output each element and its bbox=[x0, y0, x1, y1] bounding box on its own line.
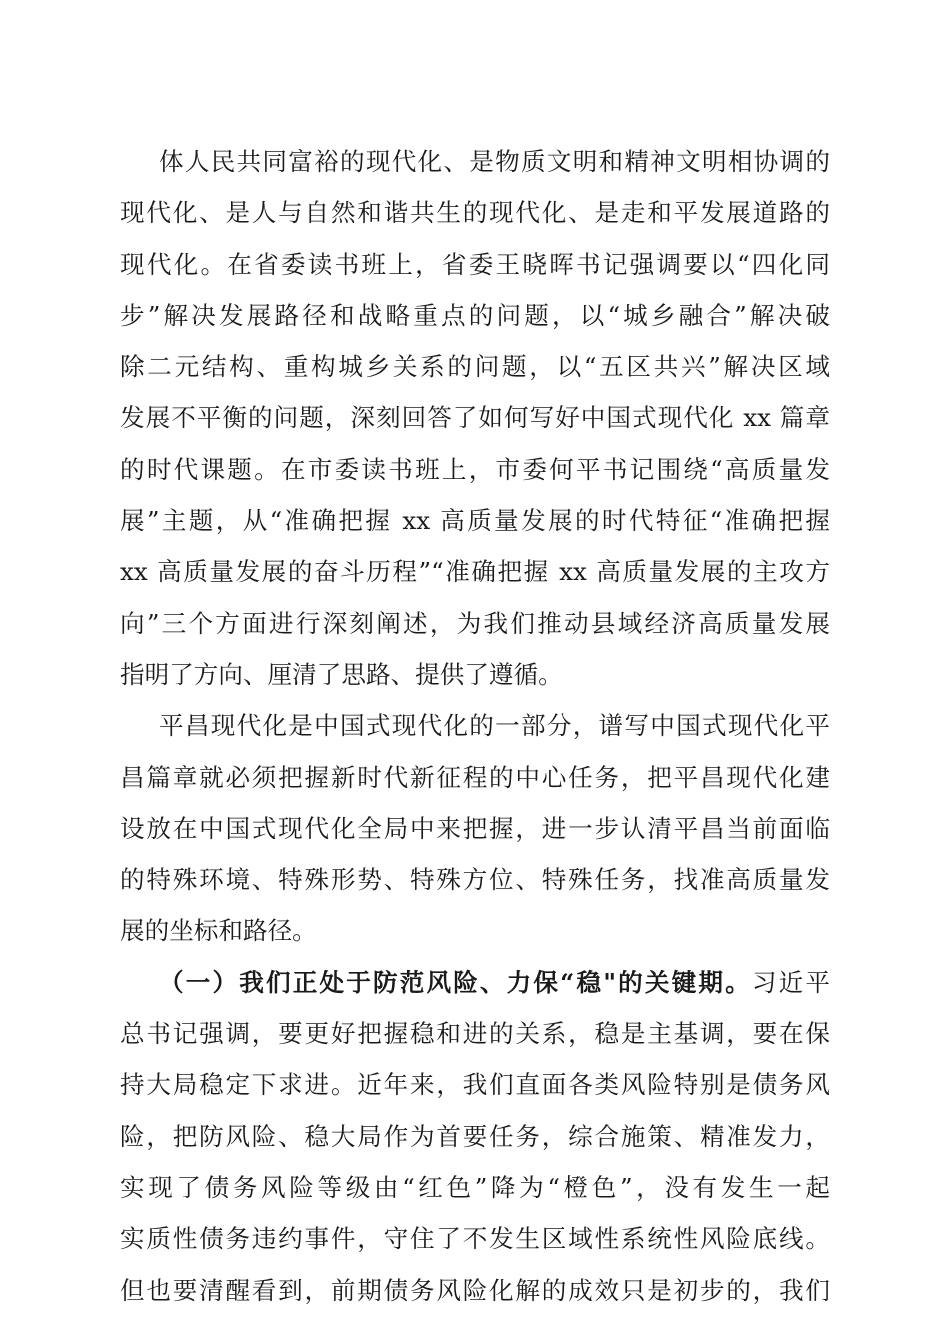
paragraph-1-line-10: 向”三个方面进行深刻阐述，为我们推动县域经济高质量发展 bbox=[120, 608, 830, 638]
paragraph-3-line-1-rest: 习近平 bbox=[751, 967, 830, 997]
body-text bbox=[120, 136, 830, 1316]
paragraph-1-line-8: 展”主题，从“准确把握 xx 高质量发展的时代特征“准确把握 bbox=[120, 506, 830, 536]
paragraph-1-line-5: 除二元结构、重构城乡关系的问题，以“五区共兴”解决区域 bbox=[120, 352, 830, 382]
paragraph-1-line-3: 现代化。在省委读书班上，省委王晓晖书记强调要以“四化同 bbox=[120, 249, 830, 279]
paragraph-1-line-6: 发展不平衡的问题，深刻回答了如何写好中国式现代化 xx 篇章 bbox=[120, 403, 830, 433]
paragraph-1-line-7: 的时代课题。在市委读书班上，市委何平书记围绕“高质量发 bbox=[120, 454, 830, 484]
paragraph-1-line-2: 现代化、是人与自然和谐共生的现代化、是走和平发展道路的 bbox=[120, 198, 830, 228]
paragraph-2-line-5: 展的坐标和路径。 bbox=[120, 916, 317, 946]
paragraph-3-line-1 bbox=[120, 957, 830, 1008]
paragraph-1-line-1: 体人民共同富裕的现代化、是物质文明和精神文明相协调的 bbox=[159, 147, 830, 176]
paragraph-2-line-1: 平昌现代化是中国式现代化的一部分，谱写中国式现代化平 bbox=[159, 711, 830, 741]
paragraph-1-line-4: 步”解决发展路径和战略重点的问题，以“城乡融合”解决破 bbox=[120, 300, 830, 330]
paragraph-1-line-11: 指明了方向、厘清了思路、提供了遵循。 bbox=[120, 659, 563, 689]
paragraph-3-line-2: 总书记强调，要更好把握稳和进的关系，稳是主基调，要在保 bbox=[120, 1019, 830, 1049]
paragraph-3-line-4: 险，把防风险、稳大局作为首要任务，综合施策、精准发力， bbox=[120, 1121, 830, 1151]
paragraph-3-line-3: 持大局稳定下求进。近年来，我们直面各类风险特别是债务风 bbox=[120, 1070, 830, 1100]
paragraph-3-line-6: 实质性债务违约事件，守住了不发生区域性系统性风险底线。 bbox=[120, 1224, 830, 1254]
paragraph-3-line-7: 但也要清醒看到，前期债务风险化解的成效只是初步的，我们 bbox=[120, 1275, 830, 1305]
paragraph-2-line-2: 昌篇章就必须把握新时代新征程的中心任务，把平昌现代化建 bbox=[120, 762, 830, 792]
paragraph-1-line-9: xx 高质量发展的奋斗历程”“准确把握 xx 高质量发展的主攻方 bbox=[120, 557, 830, 587]
section-subheading: （一）我们正处于防范风险、力保“稳"的关键期。 bbox=[159, 967, 752, 997]
paragraph-2-line-4: 的特殊环境、特殊形势、特殊方位、特殊任务，找准高质量发 bbox=[120, 865, 830, 895]
paragraph-3-line-5: 实现了债务风险等级由“红色”降为“橙色”，没有发生一起 bbox=[120, 1172, 830, 1202]
paragraph-2-line-3: 设放在中国式现代化全局中来把握，进一步认清平昌当前面临 bbox=[120, 813, 830, 843]
